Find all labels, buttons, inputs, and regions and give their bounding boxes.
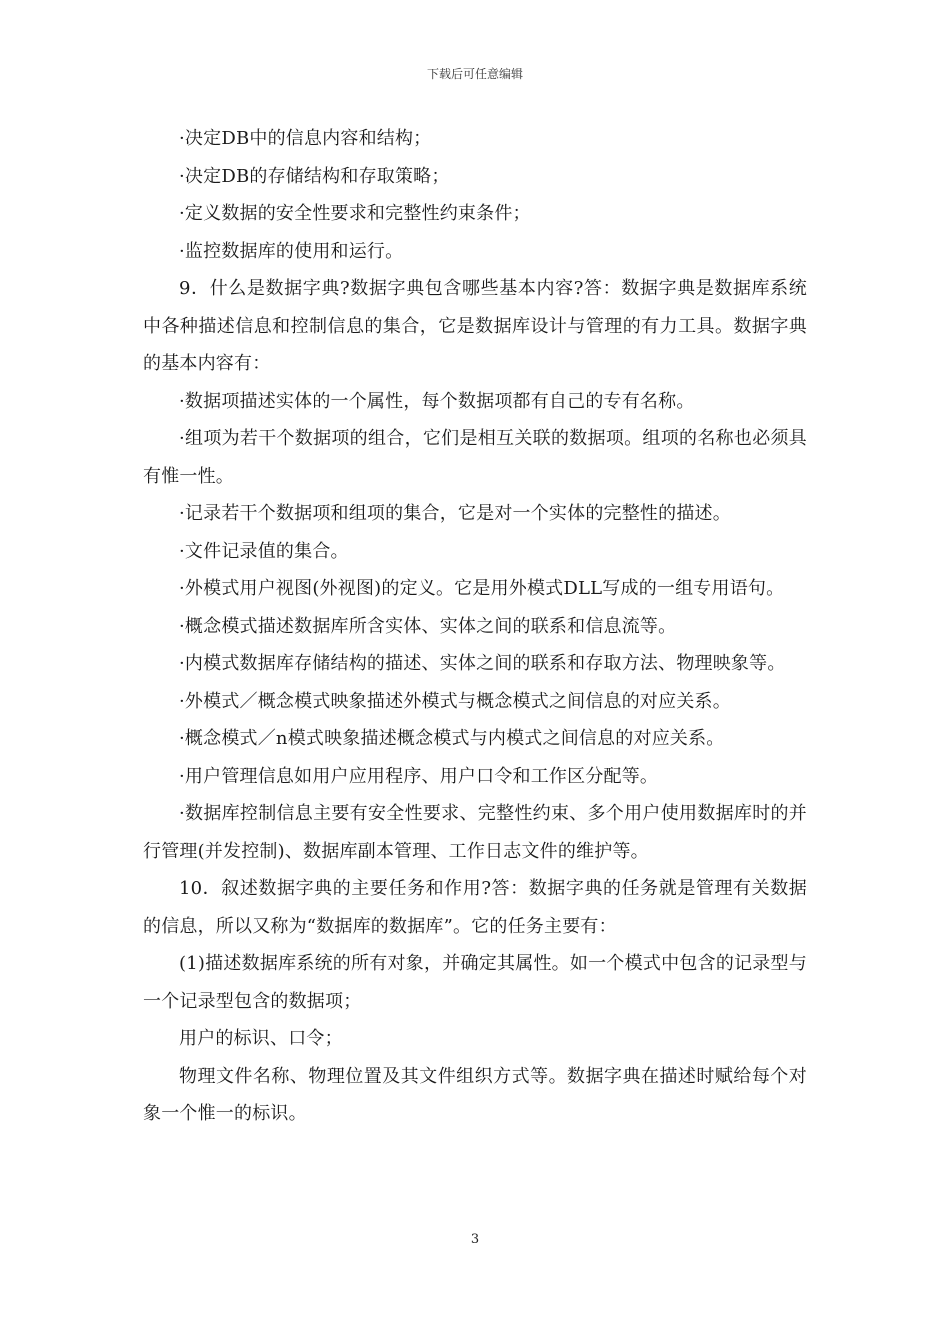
- paragraph: ·记录若干个数据项和组项的集合，它是对一个实体的完整性的描述。: [179, 503, 731, 524]
- paragraph: ·数据库控制信息主要有安全性要求、完整性约束、多个用户使用数据库时的并行管理(并发控制)、数据库副本管理、工作日志文件的维护等。: [143, 803, 807, 862]
- paragraph: ·数据项描述实体的一个属性，每个数据项都有自己的专有名称。: [179, 390, 695, 412]
- paragraph: ·外模式用户视图(外视图)的定义。它是用外模式DLL写成的一组专用语句。: [179, 578, 785, 599]
- page-header: 下载后可任意编辑: [426, 67, 523, 81]
- paragraph: ·概念模式描述数据库所含实体、实体之间的联系和信息流等。: [179, 615, 677, 637]
- paragraph: 10．叙述数据字典的主要任务和作用?答：数据字典的任务就是管理有关数据的信息，所以又称为“数据库的数据库”。它的任务主要有：: [143, 878, 807, 937]
- page-number: 3: [470, 1232, 480, 1247]
- paragraph: ·决定DB中的信息内容和结构；: [179, 128, 432, 149]
- paragraph: 物理文件名称、物理位置及其文件组织方式等。数据字典在描述时赋给每个对象一个惟一的标识。: [143, 1065, 807, 1124]
- paragraph: ·内模式数据库存储结构的描述、实体之间的联系和存取方法、物理映象等。: [179, 653, 786, 674]
- paragraph: ·概念模式／n模式映象描述概念模式与内模式之间信息的对应关系。: [179, 728, 725, 749]
- paragraph: ·文件记录值的集合。: [179, 540, 349, 562]
- paragraph: 9．什么是数据字典?数据字典包含哪些基本内容?答：数据字典是数据库系统中各种描述信息和控制信息的集合，它是数据库设计与管理的有力工具。数据字典的基本内容有：: [143, 278, 807, 374]
- document-body: [143, 120, 807, 1133]
- paragraph: 用户的标识、口令；: [179, 1028, 343, 1049]
- paragraph: ·外模式／概念模式映象描述外模式与概念模式之间信息的对应关系。: [179, 690, 731, 712]
- paragraph: (1)描述数据库系统的所有对象，并确定其属性。如一个模式中包含的记录型与一个记录型包含的数据项；: [143, 953, 807, 1012]
- paragraph: ·组项为若干个数据项的组合，它们是相互关联的数据项。组项的名称也必须具有惟一性。: [143, 428, 807, 487]
- paragraph: ·监控数据库的使用和运行。: [179, 240, 404, 262]
- paragraph: ·定义数据的安全性要求和完整性约束条件；: [179, 203, 531, 224]
- paragraph: ·用户管理信息如用户应用程序、用户口令和工作区分配等。: [179, 765, 659, 787]
- paragraph: ·决定DB的存储结构和存取策略；: [179, 165, 450, 187]
